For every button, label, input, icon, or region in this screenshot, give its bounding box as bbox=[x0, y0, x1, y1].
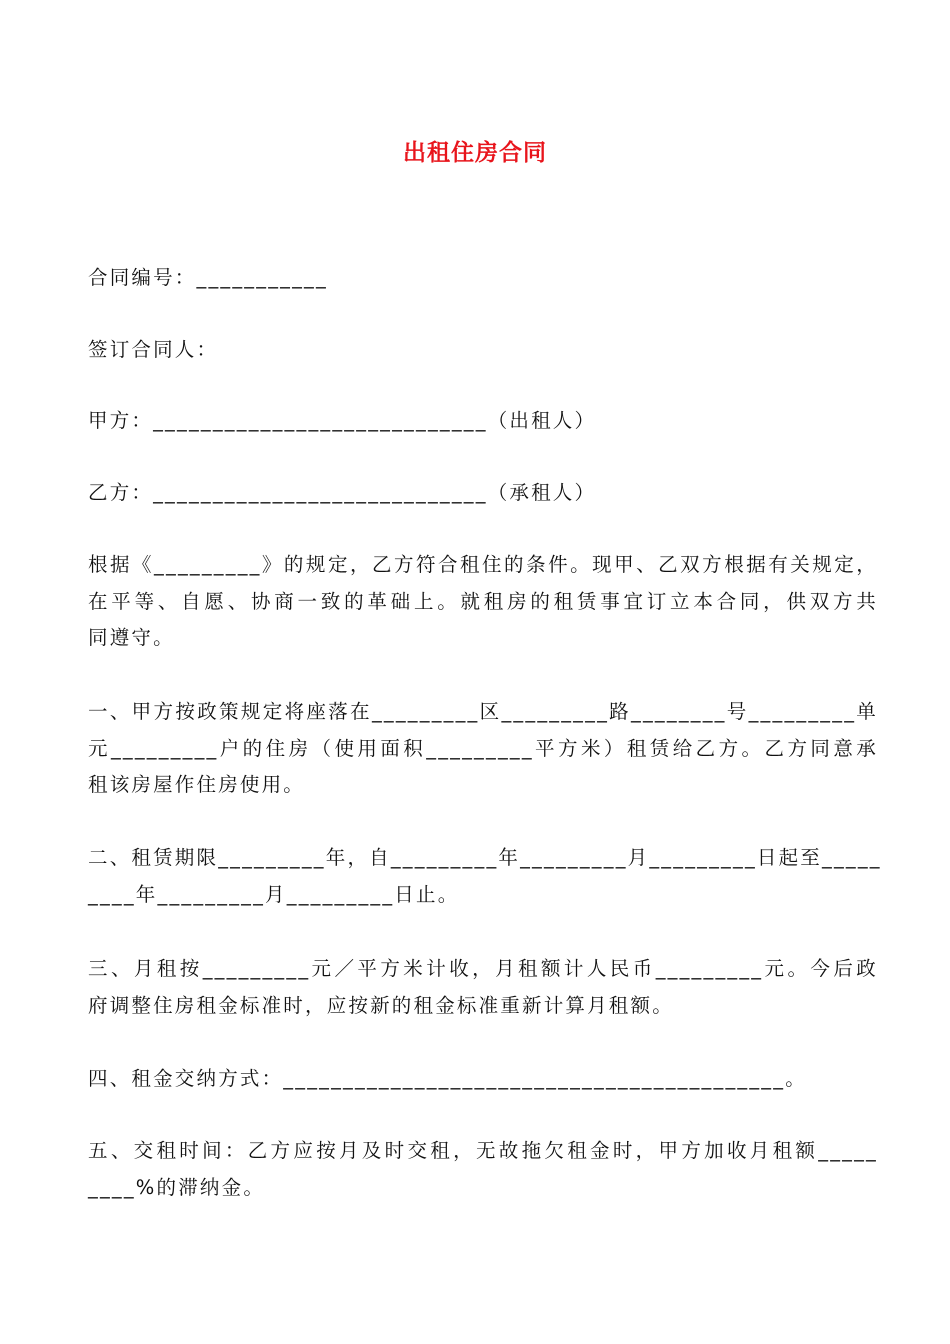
party-b-line: 乙方：____________________________（承租人） bbox=[88, 481, 597, 504]
clause-1-line: 租该房屋作住房使用。 bbox=[88, 773, 306, 796]
preamble-line: 在平等、自愿、协商一致的革础上。就租房的租赁事宜订立本合同，供双方共 bbox=[88, 589, 878, 613]
clause-5-paragraph bbox=[88, 1133, 878, 1206]
document-title: 出租住房合同 bbox=[403, 140, 547, 166]
clause-2-line: ____年_________月_________日止。 bbox=[88, 882, 460, 906]
clause-5-line: 五、交租时间：乙方应按月及时交租，无故拖欠租金时，甲方加收月租额_____ bbox=[88, 1139, 878, 1162]
signatories-line: 签订合同人： bbox=[88, 338, 219, 361]
clause-3-line: 府调整住房租金标准时，应按新的租金标准重新计算月租额。 bbox=[88, 993, 674, 1017]
clause-2-paragraph bbox=[88, 840, 882, 913]
clause-1-line: 一、甲方按政策规定将座落在_________区_________路________号_________单 bbox=[88, 700, 878, 723]
preamble-line: 同遵守。 bbox=[88, 626, 175, 649]
preamble-line: 根据《_________》的规定，乙方符合租住的条件。现甲、乙双方根据有关规定， bbox=[88, 553, 878, 576]
clause-2-line: 二、租赁期限_________年，自_________年_________月_________日起至_____ bbox=[88, 846, 882, 869]
clause-1-line: 元_________户的住房（使用面积_________平方米）租赁给乙方。乙方同意承 bbox=[88, 736, 878, 760]
clause-1-paragraph bbox=[88, 694, 878, 804]
clause-3-line: 三、月租按_________元／平方米计收，月租额计人民币_________元。今后政 bbox=[88, 957, 878, 980]
preamble-paragraph bbox=[88, 547, 878, 657]
party-a-line: 甲方：____________________________（出租人） bbox=[88, 409, 597, 432]
clause-5-line: ____%的滞纳金。 bbox=[88, 1175, 266, 1199]
clause-4-line: 四、租金交纳方式：__________________________________________。 bbox=[88, 1067, 807, 1090]
contract-number-line: 合同编号：___________ bbox=[88, 266, 328, 289]
clause-3-paragraph bbox=[88, 951, 878, 1024]
